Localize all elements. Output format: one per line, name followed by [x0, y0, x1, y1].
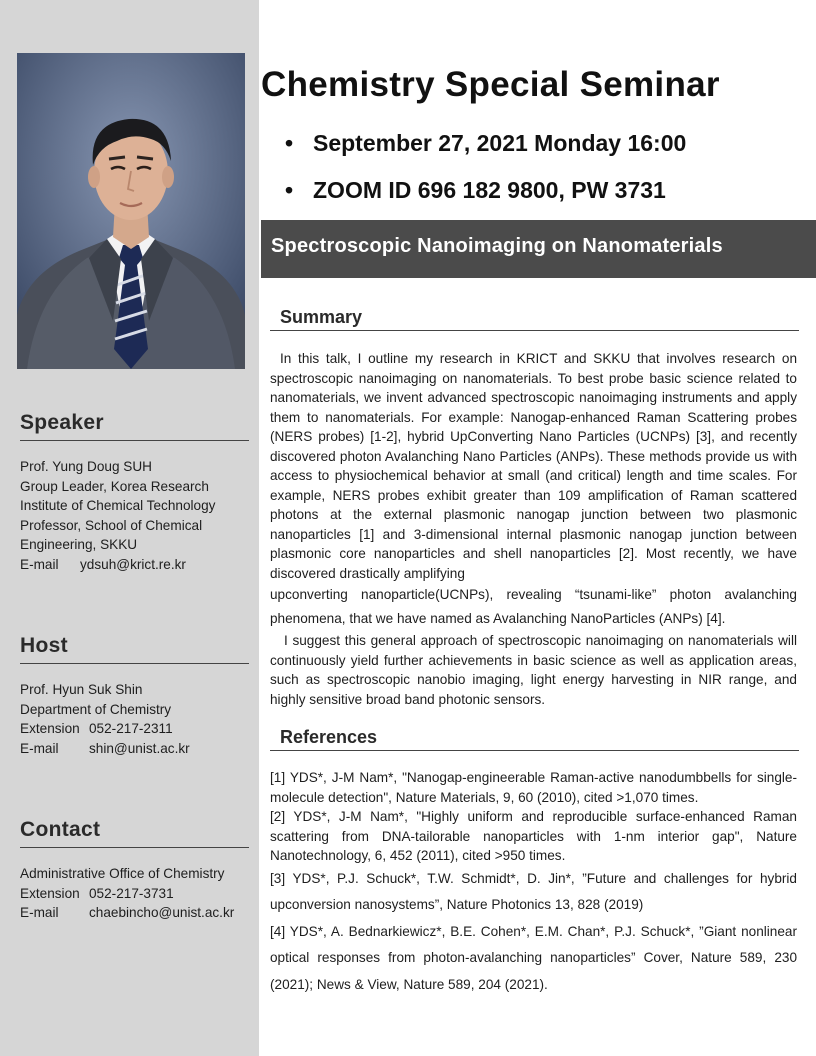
host-details — [20, 680, 249, 758]
speaker-heading: Speaker — [20, 411, 249, 441]
speaker-line: Institute of Chemical Technology — [20, 498, 216, 513]
event-zoom-info: • ZOOM ID 696 182 9800, PW 3731 — [285, 174, 686, 221]
contact-email[interactable]: chaebincho@unist.ac.kr — [89, 905, 235, 920]
host-email[interactable]: shin@unist.ac.kr — [89, 740, 190, 756]
summary-paragraph: In this talk, I outline my research in KRICT and SKKU that involves research on spectroscopic nanoimaging on nanomaterials. To best probe basic science related to nanomaterials, we invent advanced spectroscopic nanoimaging instruments and apply them to nanomaterials. For example: Nanogap-enhanced Raman Scattering probes (NERS probes) [1-2], hybrid UpConverting Nano Particles (UCNPs) [3], and recently discovered photon Avalanching Nano Particles (ANPs). These methods provide us with access to physiochemical behavior at small (and critical) length and time scales. For example, NERS probes exhibit greater than 109 amplification of Raman scattered photons at the external plasmonic nanogap junction between two plasmonic nanoparticles [1] and 3-dimensional internal plasmonic nanogap junction between plasmonic core nanoparticles and shell nanoparticles [2]. Most recently, we have discovered drastically amplifying — [270, 351, 797, 581]
contact-details — [20, 864, 249, 923]
reference-item: [3] YDS*, P.J. Schuck*, T.W. Schmidt*, D. Jin*, ”Future and challenges for hybrid upconversion nanosystems”, Nature Photonics 13, 828 (2019) — [270, 870, 797, 912]
contact-ext: 052-217-3731 — [89, 885, 174, 901]
speaker-portrait-image — [17, 53, 245, 369]
host-name: Prof. Hyun Suk Shin — [20, 682, 143, 697]
contact-office: Administrative Office of Chemistry — [20, 866, 225, 881]
host-email-row — [20, 739, 249, 759]
host-email-label: E-mail — [20, 740, 59, 756]
speaker-email[interactable]: ydsuh@krict.re.kr — [80, 556, 186, 572]
page-title: Chemistry Special Seminar — [261, 65, 720, 104]
event-info-list — [285, 127, 686, 221]
contact-ext-label: Extension — [20, 885, 80, 901]
summary-text — [270, 349, 797, 709]
speaker-line: Engineering, SKKU — [20, 537, 138, 552]
event-date-time: • September 27, 2021 Monday 16:00 — [285, 127, 686, 174]
speaker-email-label: E-mail — [20, 556, 59, 572]
host-ext: 052-217-2311 — [89, 721, 173, 736]
references-heading: References — [270, 727, 799, 751]
speaker-line: Group Leader, Korea Research — [20, 478, 209, 494]
speaker-section — [20, 411, 249, 574]
contact-section — [20, 818, 249, 923]
talk-title-bar: Spectroscopic Nanoimaging on Nanomaterials — [261, 220, 816, 278]
contact-ext-row — [20, 884, 249, 904]
summary-paragraph-2: I suggest this general approach of spectroscopic nanoimaging on nanomaterials will continuously yield further achievements in basic science as well as application areas, such as spectroscopic nanobio imaging, light energy harvesting in NIR range, and highly sensitive broad band photonic sensors. — [270, 633, 797, 707]
speaker-email-row — [20, 555, 249, 575]
reference-item: [1] YDS*, J-M Nam*, "Nanogap-engineerable Raman-active nanodumbbells for single-molecule detection", Nature Materials, 9, 60 (2010), cited >1,070 times. — [270, 770, 797, 805]
reference-item: [4] YDS*, A. Bednarkiewicz*, B.E. Cohen*, E.M. Chan*, P.J. Schuck*, ”Giant nonlinear optical responses from photon-avalanching nanoparticles” Cover, Nature 589, 230 (2021); News & View, Nature 589, 204 (2021). — [270, 923, 797, 992]
speaker-line: Prof. Yung Doug SUH — [20, 459, 152, 474]
host-dept: Department of Chemistry — [20, 701, 172, 717]
contact-heading: Contact — [20, 818, 249, 848]
references-list — [270, 768, 797, 998]
summary-paragraph-cont: upconverting nanoparticle(UCNPs), revealing “tsunami-like” photon avalanching phenomena, that we have named as Avalanching NanoParticles (ANPs) [4]. — [270, 587, 797, 626]
speaker-line: Professor, School of Chemical — [20, 517, 203, 533]
reference-item: [2] YDS*, J-M Nam*, "Highly uniform and reproducible surface-enhanced Raman scattering from DNA-tailorable nanoparticles with 1-nm interior gap", Nature Nanotechnology, 6, 452 (2011), cited >950 times. — [270, 809, 797, 863]
summary-heading: Summary — [270, 307, 799, 331]
speaker-photo — [17, 53, 245, 369]
speaker-details — [20, 457, 249, 574]
contact-email-row — [20, 903, 249, 923]
host-ext-row — [20, 719, 249, 739]
host-heading: Host — [20, 634, 249, 664]
contact-email-label: E-mail — [20, 905, 59, 920]
host-ext-label: Extension — [20, 721, 80, 736]
host-section — [20, 634, 249, 758]
